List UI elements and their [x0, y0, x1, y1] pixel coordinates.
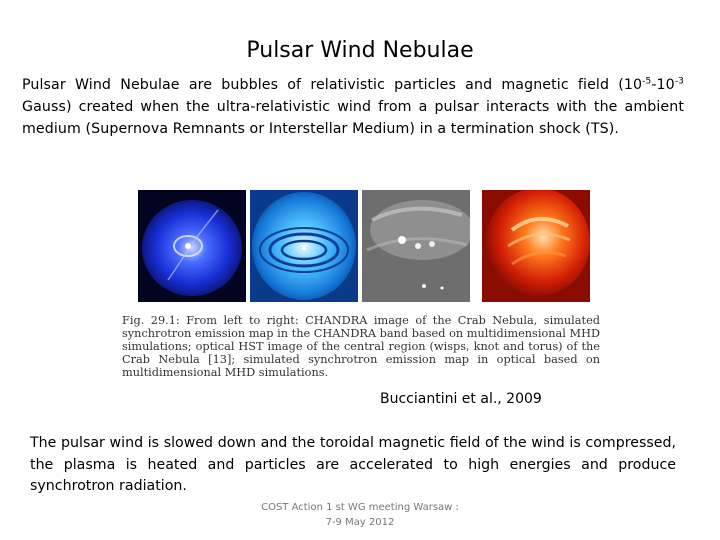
body-paragraph: The pulsar wind is slowed down and the toroidal magnetic field of the wind is compressed, the plasma is heated and particles are accelerated to high energies and produce synchrotron radiation. [30, 435, 676, 494]
figure-image-strip [138, 190, 598, 302]
intro-exponent-2: -3 [674, 76, 684, 87]
chandra-crab-image [138, 190, 246, 302]
intro-text-3: Gauss) created when the ultra-relativistic wind from a pulsar interacts with the ambient medium (Supernova Remnants or Interstellar Medium) in a termination shock (TS). [22, 99, 684, 137]
intro-text-1: Pulsar Wind Nebulae are bubbles of relativistic particles and magnetic field (10 [22, 77, 643, 93]
figure-caption: Fig. 29.1: From left to right: CHANDRA image of the Crab Nebula, simulated synchrotron emission map in the CHANDRA band based on multidimensional MHD simulations; optical HST image of the central region (wisps, knot and torus) of the Crab Nebula [13]; simulated synchrotron emission map in optical based on multidimensional MHD simulations. [122, 314, 600, 379]
slide-footer [250, 500, 470, 530]
citation [380, 391, 542, 407]
simulated-optical-map [482, 190, 590, 302]
slide-title: Pulsar Wind Nebulae [246, 38, 474, 63]
intro-text-2: -10 [651, 77, 675, 93]
footer-line-2: 7-9 May 2012 [325, 517, 395, 528]
citation-author: Bucciantini et al. [380, 391, 498, 407]
hst-optical-image [362, 190, 470, 302]
intro-paragraph [22, 74, 684, 140]
simulated-chandra-map [250, 190, 358, 302]
intro-exponent-1: -5 [642, 76, 652, 87]
citation-year: , 2009 [497, 391, 542, 407]
footer-line-1: COST Action 1 st WG meeting Warsaw : [261, 502, 459, 513]
